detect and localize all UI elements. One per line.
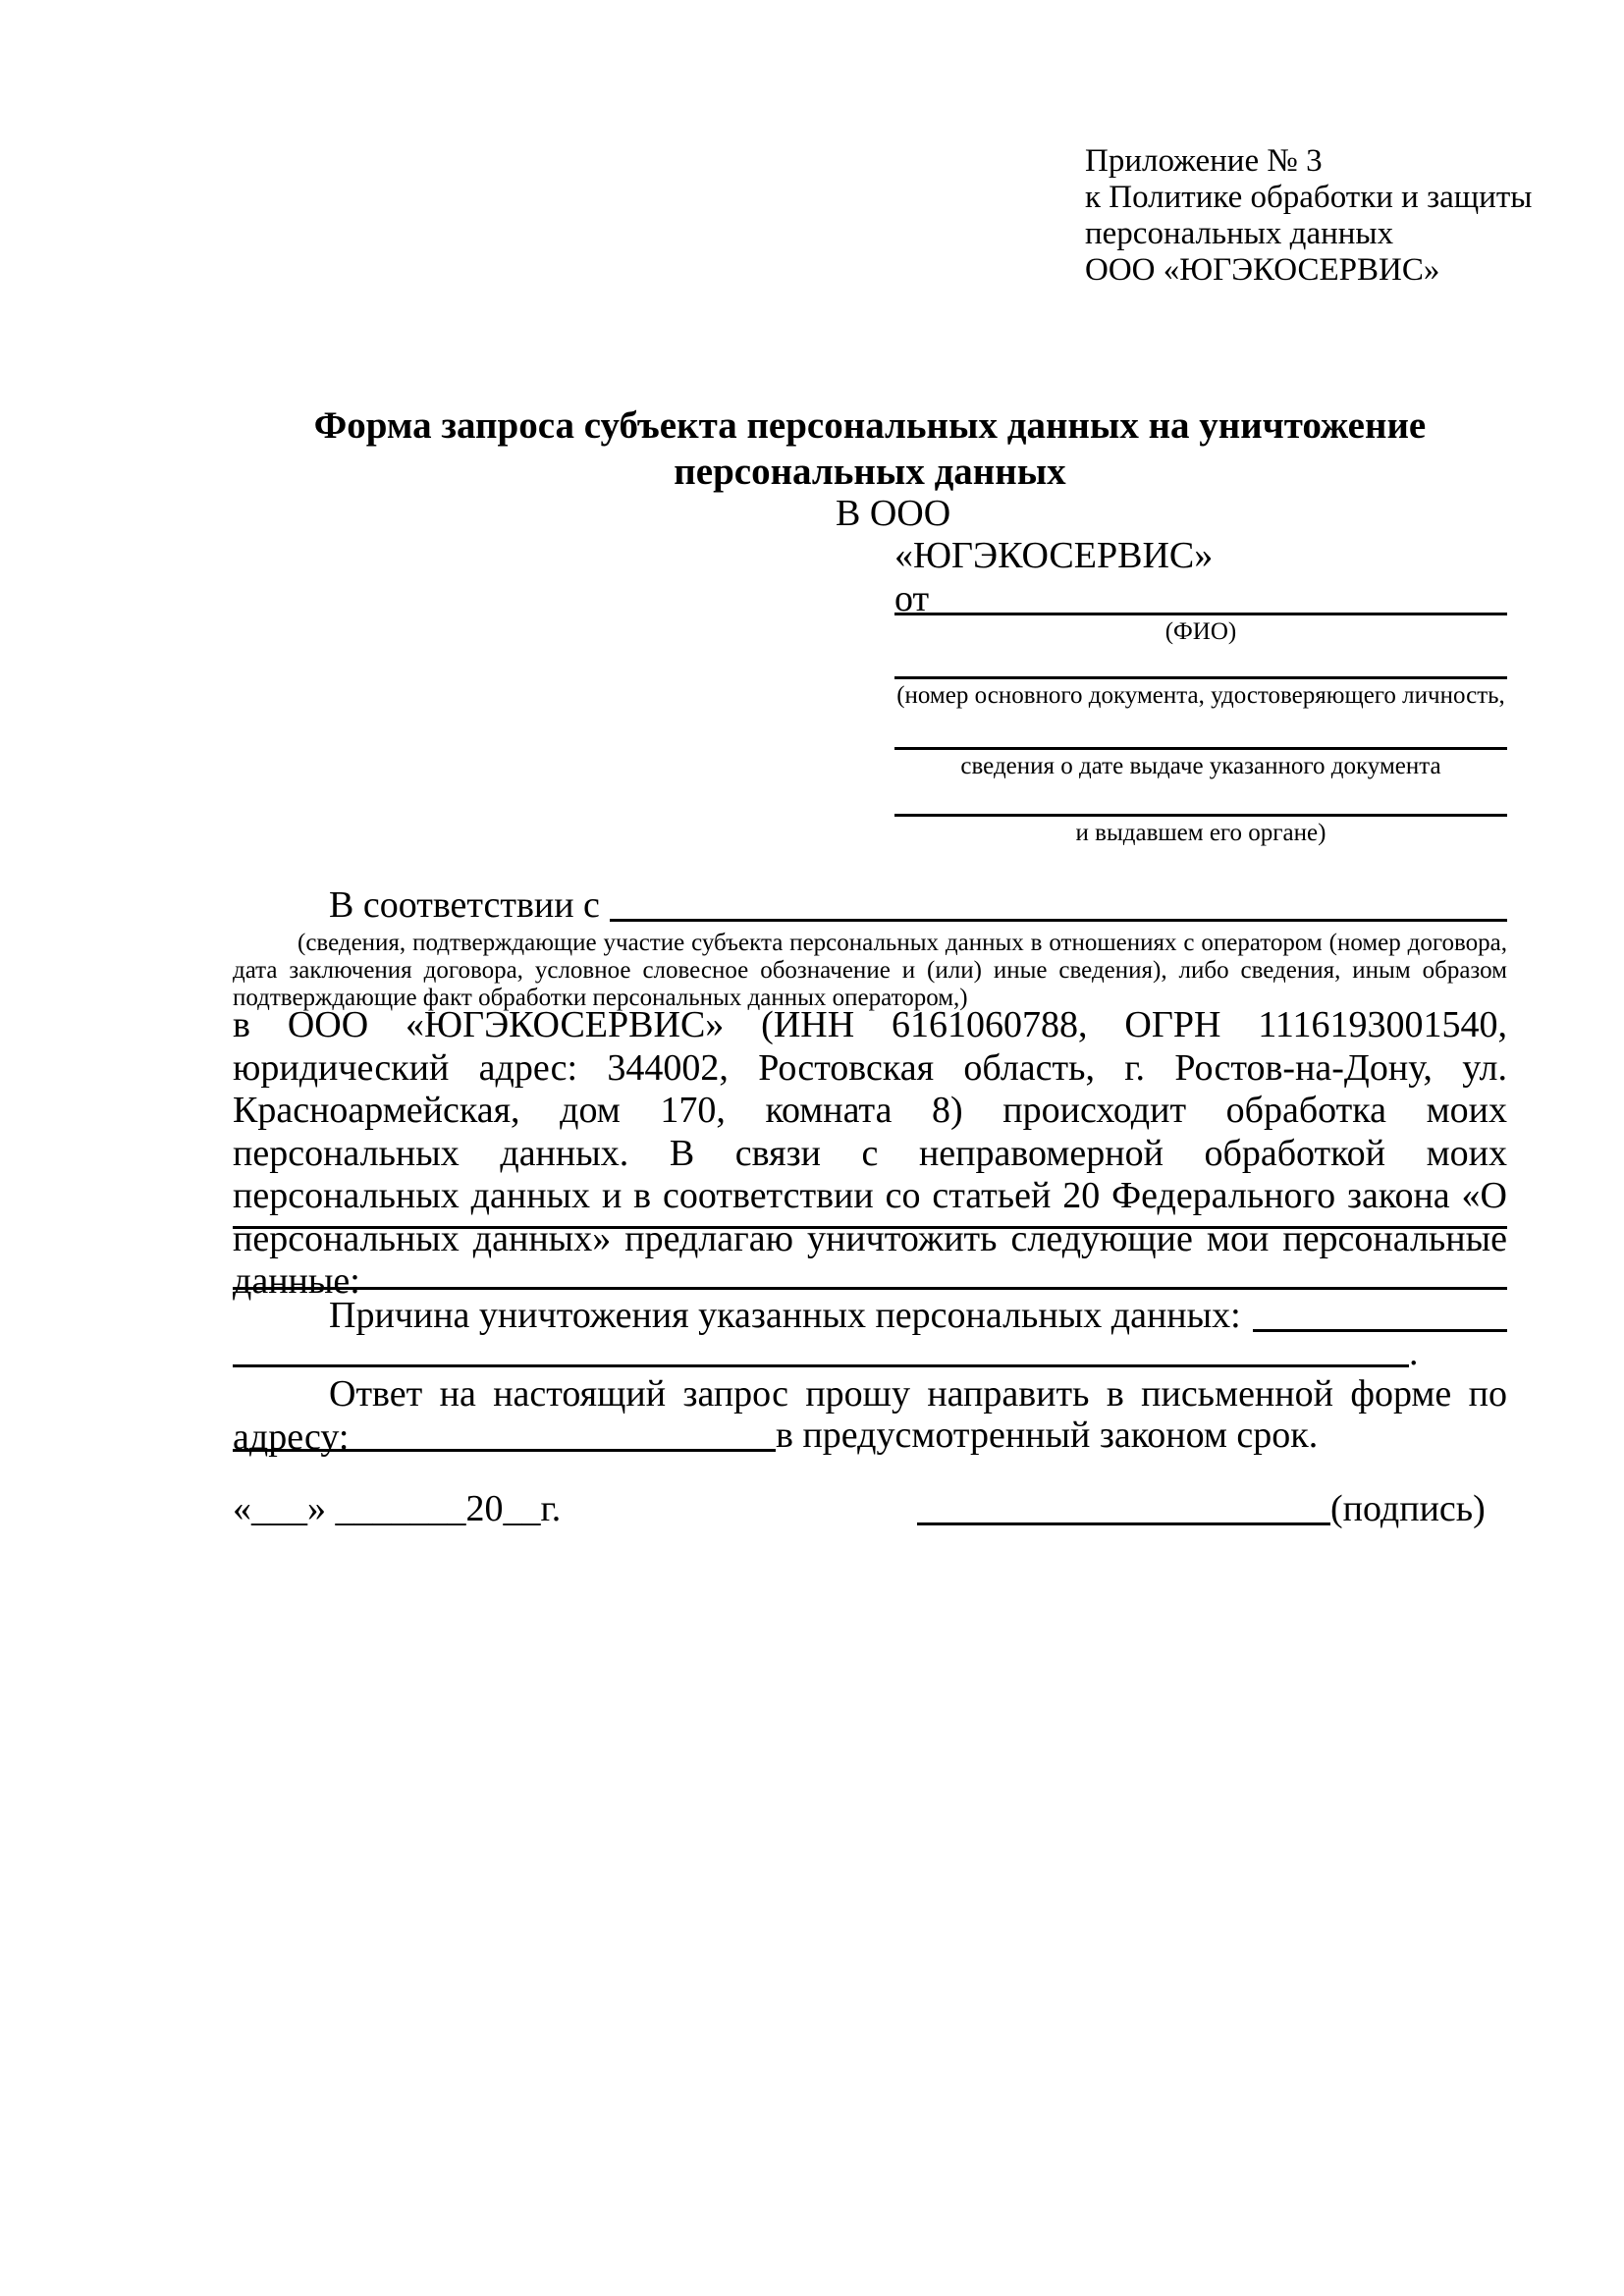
blank-line-fio bbox=[894, 613, 1507, 615]
caption-issue-date: сведения о дате выдаче указанного документа bbox=[960, 753, 1441, 779]
page-title bbox=[233, 402, 1507, 495]
page-title-line1: Форма запроса субъекта персональных данных на уничтожение bbox=[313, 404, 1427, 447]
reason-blank-line bbox=[1253, 1295, 1507, 1332]
accordance-blank-line bbox=[610, 884, 1507, 922]
reply-line2-suffix: в предусмотренный законом срок. bbox=[776, 1415, 1319, 1456]
body-paragraph: в ООО «ЮГЭКОСЕРВИС» (ИНН 6161060788, ОГРН 1116193001540, юридический адрес: 344002, Ростовская область, г. Ростов-на-Дону, ул. Красноармейская, дом 170, комната 8) происходит обработка моих персональных данных. В связи с неправомерной обработкой моих персональных данных и в соответствии со статьей 20 Федерального закона «О персональных данных» предлагаю уничтожить следующие мои персональные данные: bbox=[233, 1004, 1507, 1302]
reason-label: Причина уничтожения указанных персональных данных: bbox=[329, 1295, 1241, 1336]
blank-line-issuing-authority bbox=[894, 814, 1507, 817]
signature-blank-line bbox=[917, 1488, 1330, 1525]
accordance-lead: В соответствии с bbox=[329, 884, 600, 926]
caption-fio: (ФИО) bbox=[1164, 618, 1237, 645]
appendix-line: Приложение № 3 bbox=[1085, 143, 1323, 179]
caption-document-number: (номер основного документа, удостоверяющего личность, bbox=[896, 682, 1505, 709]
accordance-line bbox=[233, 884, 1507, 928]
appendix-note bbox=[1085, 143, 1532, 289]
appendix-line: к Политике обработки и защиты bbox=[1085, 180, 1533, 215]
page-title-line2: персональных данных bbox=[674, 451, 1066, 493]
reply-line1: Ответ на настоящий запрос прошу направить в письменной форме по адресу: bbox=[233, 1373, 1507, 1458]
addressee-to: В ООО bbox=[836, 493, 951, 534]
signature-caption: (подпись) bbox=[1330, 1488, 1486, 1529]
blank-line-document-number bbox=[894, 676, 1507, 679]
blank-line-data-1 bbox=[233, 1226, 1507, 1229]
signature-block bbox=[917, 1488, 1486, 1531]
date-blank: «___» _______20__г. bbox=[233, 1488, 562, 1529]
caption-issuing-authority: и выдавшем его органе) bbox=[1075, 820, 1326, 846]
reply-line2 bbox=[233, 1415, 1507, 1458]
appendix-line: ООО «ЮГЭКОСЕРВИС» bbox=[1085, 252, 1440, 288]
addressee-from: от bbox=[894, 578, 930, 619]
blank-line-data-2 bbox=[233, 1287, 1507, 1290]
reason-blank-line-2 bbox=[233, 1332, 1409, 1367]
reason-period: . bbox=[1409, 1332, 1419, 1373]
accordance-footnote: (сведения, подтверждающие участие субъекта персональных данных в отношениях с оператором (номер договора, дата заключения договора, условное словесное обозначение и (или) иные сведения), либо сведения, иным образом подтверждающие факт обработки персональных данных оператором,) bbox=[233, 930, 1507, 1011]
appendix-line: персональных данных bbox=[1085, 216, 1394, 251]
reason-continuation-line bbox=[233, 1332, 1507, 1373]
blank-line-issue-date bbox=[894, 747, 1507, 750]
addressee-org: «ЮГЭКОСЕРВИС» bbox=[894, 535, 1214, 576]
reply-address-blank-line bbox=[233, 1415, 776, 1452]
